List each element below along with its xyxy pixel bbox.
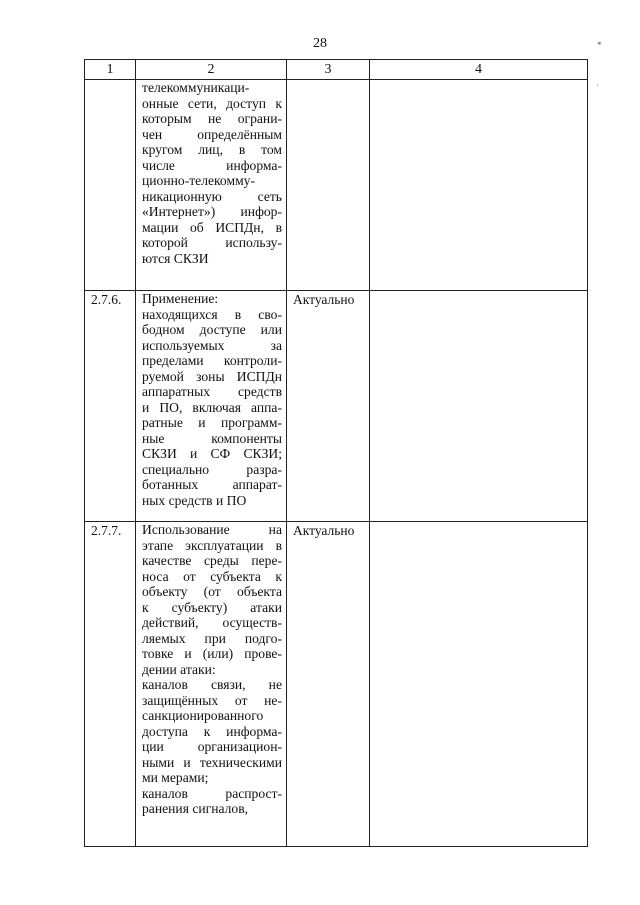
description-line: каналов распрост-	[142, 785, 282, 801]
description-line: «Интернет») инфор-	[142, 204, 282, 219]
column-header: 2	[136, 60, 287, 80]
description-line: действий, осуществ-	[142, 615, 282, 630]
relevance-status: Актуально	[287, 291, 370, 522]
description-line: Использование на	[142, 522, 282, 537]
description-line: ных средств и ПО	[142, 492, 247, 508]
description-line: которой использу-	[142, 235, 282, 250]
description-line: каналов связи, не	[142, 677, 282, 692]
table-row	[85, 291, 588, 522]
description-line: Применение:	[142, 291, 219, 306]
description-line: товке и (или) прове-	[142, 646, 282, 661]
description-line: мации об ИСПДн, в	[142, 219, 282, 235]
item-number: 2.7.7.	[85, 522, 136, 847]
description-line: ратные и программ-	[142, 415, 282, 430]
column-header: 3	[287, 60, 370, 80]
header-row	[85, 60, 588, 80]
item-number	[85, 80, 136, 291]
description-line: ными и техническими	[142, 754, 282, 770]
item-number: 2.7.6.	[85, 291, 136, 522]
notes-cell	[370, 80, 588, 291]
description-line: пределами контроли-	[142, 353, 282, 368]
margin-mark: ·	[596, 80, 599, 90]
description-line: этапе эксплуатации в	[142, 537, 282, 553]
description-line: которым не ограни-	[142, 111, 282, 126]
description-line: к субъекту) атаки	[142, 599, 282, 615]
description-line: используемых за	[142, 337, 282, 353]
threat-table	[84, 59, 588, 847]
margin-mark: *	[597, 40, 602, 50]
description-line: ми мерами;	[142, 770, 209, 785]
description-line: ляемых при подго-	[142, 630, 282, 646]
column-header: 4	[370, 60, 588, 80]
notes-cell	[370, 522, 588, 847]
relevance-status: Актуально	[287, 522, 370, 847]
table-row	[85, 522, 588, 847]
description-line: и ПО, включая аппа-	[142, 399, 282, 415]
description-line: кругом лиц, в том	[142, 142, 282, 157]
page-number: 28	[313, 36, 327, 51]
description-line: специально разра-	[142, 461, 282, 477]
description-line: качестве среды пере-	[142, 553, 282, 568]
description-line: находящихся в сво-	[142, 306, 282, 322]
threat-description	[136, 291, 287, 522]
threat-description	[136, 80, 287, 291]
description-line: руемой зоны ИСПДн	[142, 368, 282, 384]
description-line: защищённых от не-	[142, 692, 282, 708]
description-line: доступа к информа-	[142, 723, 282, 739]
description-line: ботанных аппарат-	[142, 477, 282, 492]
description-line: аппаратных средств	[142, 384, 282, 399]
column-header: 1	[85, 60, 136, 80]
description-line: СКЗИ и СФ СКЗИ;	[142, 446, 282, 461]
description-line: ные компоненты	[142, 430, 282, 446]
description-line: числе информа-	[142, 157, 282, 173]
description-line: объекту (от объекта	[142, 584, 282, 599]
description-line: онные сети, доступ к	[142, 95, 282, 111]
description-line: чен определённым	[142, 126, 282, 142]
relevance-status	[287, 80, 370, 291]
table-row	[85, 80, 588, 291]
description-line: носа от субъекта к	[142, 568, 282, 584]
description-line: бодном доступе или	[142, 322, 282, 337]
description-line: дении атаки:	[142, 661, 216, 677]
description-line: ются СКЗИ	[142, 250, 209, 266]
description-line: ции организацион-	[142, 739, 282, 754]
description-line: никационную сеть	[142, 188, 282, 204]
notes-cell	[370, 291, 588, 522]
description-line: санкционированного	[142, 708, 264, 723]
description-line: телекоммуникаци-	[142, 80, 250, 95]
description-line: ранения сигналов,	[142, 801, 249, 816]
threat-description	[136, 522, 287, 847]
description-line: ционно-телекомму-	[142, 173, 255, 188]
